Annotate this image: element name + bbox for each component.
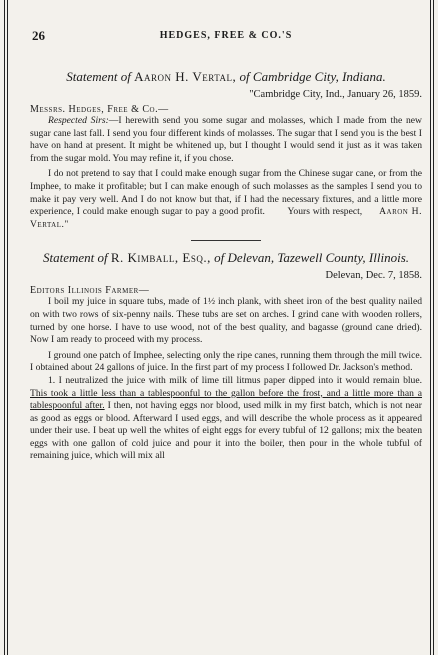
page-header [30, 28, 422, 48]
statement-2-underlined-passage: This took a little less than a tablespoonful to the gallon before the frost, and a little more than a tablespoonful after. [30, 387, 422, 412]
statement-2-title-name: R. Kimball, Esq., [110, 250, 211, 266]
page-border-right-inner [430, 0, 431, 655]
page-border-left-inner [7, 0, 8, 655]
statement-1-closing: Yours with respect, [287, 206, 363, 218]
statement-2-paragraph-3-text-b: I then, not having eggs nor blood, used milk in my first batch, which is not near as good as eggs or blood. Afterward I used eggs, and will describe the whole process as it appeared under their use. I beat up well the whites of eight eggs for every tubful of 12 gallons; mix the beaten eggs with one gallon of cold juice and pour it into the boiler, then pour in the whole tubful of remaining juice, which will mix all [30, 400, 422, 462]
page-content [30, 28, 422, 463]
statement-2-salutation: Editors Illinois Farmer— [30, 285, 150, 297]
running-title: HEDGES, FREE & CO.'S [159, 30, 293, 41]
statement-1-title-rest: of Cambridge City, Indiana. [236, 69, 386, 84]
statement-2-title-lead: Statement of [42, 250, 111, 266]
statement-1-salutation: Messrs. Hedges, Free & Co.— [30, 104, 169, 115]
statement-1-paragraph-1 [30, 115, 422, 165]
statement-2-title-rest: of Delevan, Tazewell County, Illinois. [210, 250, 410, 266]
statement-1-title [30, 68, 422, 85]
statement-1-dateline: "Cambridge City, Ind., January 26, 1859. [249, 89, 422, 100]
statement-1-paragraph-2-text: I do not pretend to say that I could make enough sugar from the Chinese sugar cane, or from the Imphee, to make it profitable; but I can make enough of such molasses as the samples I send you to make it pay very well. And I do not know but that, if I had the necessary fixtures, and a little more experience, I could make enough sugar to pay a good profit. [30, 168, 422, 218]
statement-1-greeting: Respected Sirs: [48, 115, 109, 126]
statement-2-paragraph-2: I ground one patch of Imphee, selecting only the ripe canes, running them through the mill twice. I obtained about 24 gallons of juice. In the first part of my process I followed Dr. Jackson's method. [30, 349, 422, 374]
statement-2-paragraph-3-text-a: 1. I neutralized the juice with milk of lime till litmus paper dipped into it would remain blue. [48, 374, 422, 386]
statement-2-paragraph-3 [30, 375, 422, 463]
statement-2-dateline: Delevan, Dec. 7, 1858. [325, 270, 422, 282]
statement-1-paragraph-2 [30, 168, 422, 231]
statement-1-signature: Aaron H. Vertal." [30, 206, 423, 230]
statement-1-title-name: Aaron H. Vertal, [134, 69, 237, 84]
page-number: 26 [32, 28, 45, 43]
page-border-left [4, 0, 5, 655]
section-divider [191, 240, 261, 241]
statement-1-paragraph-1-text: —I herewith send you some sugar and molasses, which I made from the new sugar cane last fall. I send you four different kinds of molasses. The sugar that I send you is the best I have on hand at present. It might be whitened up, but I thought I would send it just as it was taken from the sugar mold. You may refine it, if you chose. [30, 115, 422, 164]
page-border-right [433, 0, 434, 655]
statement-2-paragraph-1: I boil my juice in square tubs, made of 1½ inch plank, with sheet iron of the best quality nailed on with two rows of six-penny nails. These tubs are set on arches. I grind cane with wooden rollers, turned by one horse. I have to use wood, not of the best quality, and bagasse (ground cane dried). Now I am ready to proceed with my process. [30, 296, 422, 346]
statement-1-title-lead: Statement of [66, 69, 135, 84]
statement-2-title [30, 249, 422, 266]
